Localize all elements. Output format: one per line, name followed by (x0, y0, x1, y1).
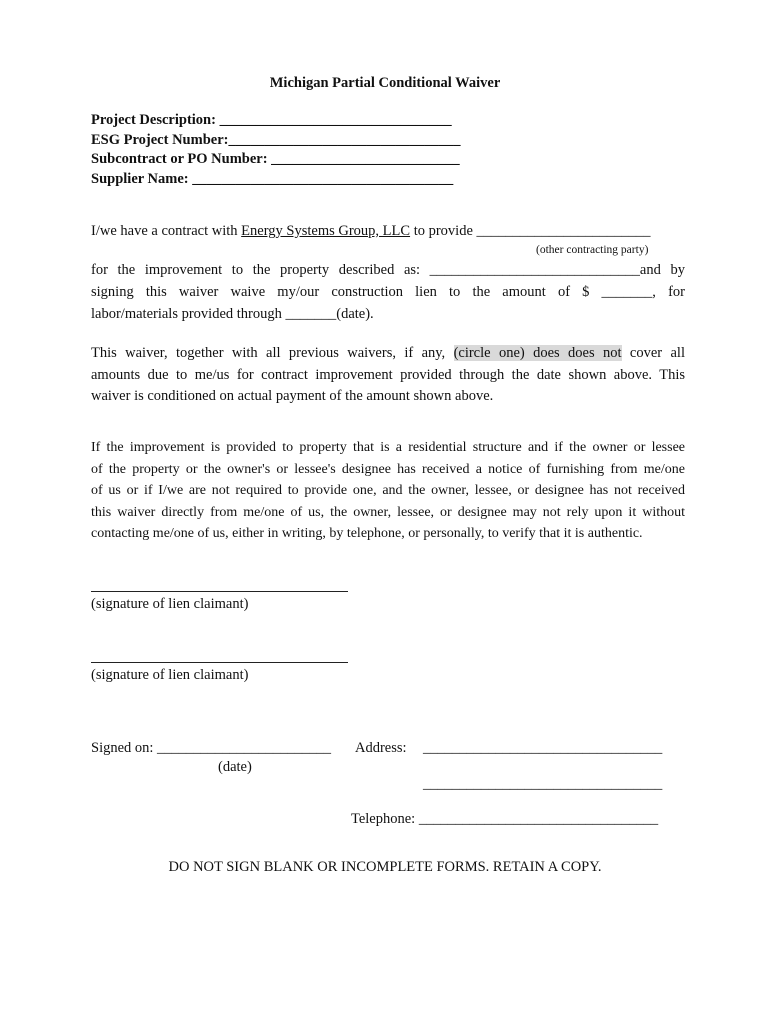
labor-date-line: labor/materials provided through _______(date). (91, 306, 374, 322)
address-field-2[interactable]: _________________________________ (423, 776, 663, 792)
project-description-field[interactable]: Project Description: ________________________________ (91, 112, 452, 128)
signature-label-2: (signature of lien claimant) (91, 667, 249, 683)
esg-project-number-field[interactable]: ESG Project Number:________________________________ (91, 132, 461, 148)
subcontract-po-field[interactable]: Subcontract or PO Number: __________________________ (91, 151, 460, 167)
address-field-1[interactable]: _________________________________ (423, 740, 663, 756)
signature-line-2[interactable] (91, 662, 348, 663)
contract-suffix-field[interactable]: to provide ________________________ (410, 223, 651, 239)
other-contracting-party-note: (other contracting party) (536, 244, 649, 256)
property-line: for the improvement to the property described as: _____________________________and by (91, 262, 685, 278)
circle-one-option[interactable]: (circle one) does does not (453, 345, 622, 361)
waiver-line-2: amounts due to me/us for contract improvement provided through the date shown above. This (91, 366, 685, 383)
waiver-line-3: waiver is conditioned on actual payment of the amount shown above. (91, 388, 494, 404)
residential-line-2: of the property or the owner's or lessee's designee has received a notice of furnishing from me/one (91, 461, 685, 477)
lien-amount-line: signing this waiver waive my/our construction lien to the amount of $ _______, for (91, 284, 685, 300)
contract-line (91, 223, 651, 240)
residential-line-1: If the improvement is provided to property that is a residential structure and if the owner or lessee (91, 440, 685, 455)
signature-label-1: (signature of lien claimant) (91, 596, 249, 612)
footer-notice: DO NOT SIGN BLANK OR INCOMPLETE FORMS. RETAIN A COPY. (168, 859, 602, 875)
residential-line-4: this waiver directly from me/one of us, the owner, lessee, or designee may not rely upon it without (91, 504, 685, 520)
address-label: Address: (355, 740, 407, 756)
contracting-party: Energy Systems Group, LLC (241, 223, 411, 239)
telephone-field[interactable]: Telephone: _________________________________ (351, 811, 659, 827)
contract-prefix: I/we have a contract with (91, 223, 242, 239)
signature-line-1[interactable] (91, 591, 348, 592)
residential-paragraph (91, 437, 685, 545)
date-label: (date) (218, 759, 252, 775)
waiver-text-post: cover all (621, 345, 685, 361)
waiver-line-1 (91, 343, 685, 365)
residential-line-3: of us or if I/we are not required to provide one, and the owner, lessee, or designee has not received (91, 483, 685, 498)
residential-line-5: contacting me/one of us, either in writing, by telephone, or personally, to verify that it is authentic. (91, 526, 643, 541)
waiver-text-pre: This waiver, together with all previous waivers, if any, (91, 345, 454, 361)
supplier-name-field[interactable]: Supplier Name: ____________________________________ (91, 171, 454, 187)
signed-on-field[interactable]: Signed on: ________________________ (91, 740, 332, 756)
waiver-paragraph (91, 343, 685, 408)
document-title: Michigan Partial Conditional Waiver (269, 75, 501, 91)
